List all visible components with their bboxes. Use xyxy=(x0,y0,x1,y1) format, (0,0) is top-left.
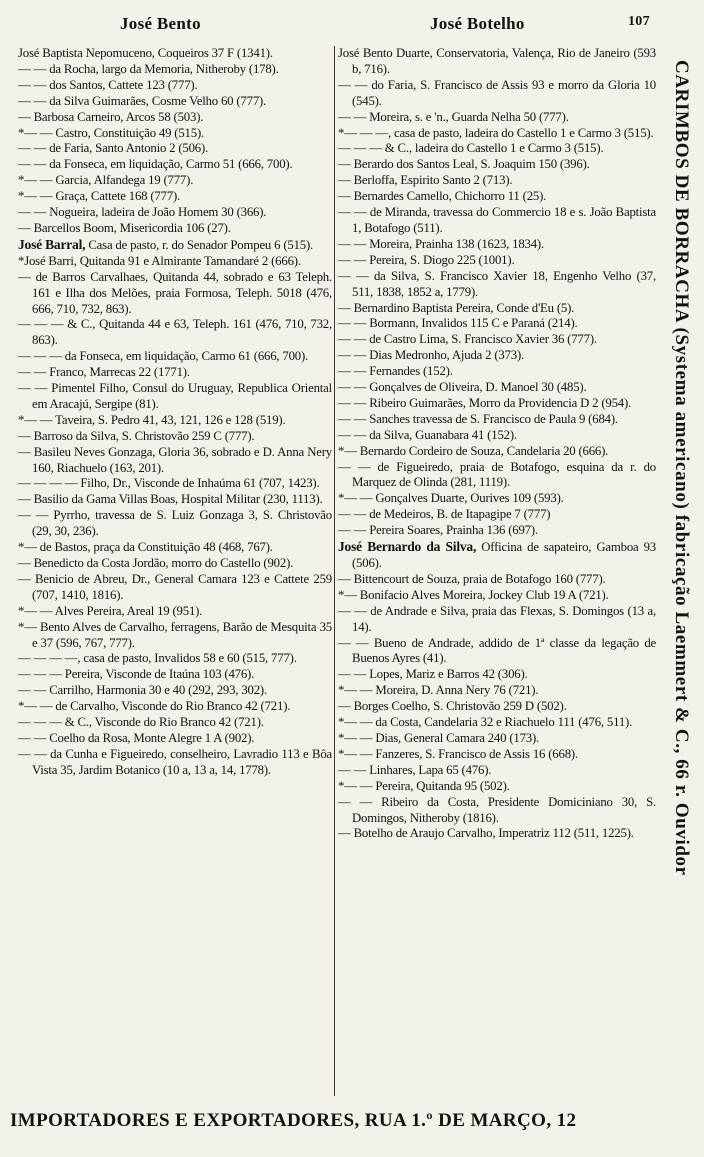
directory-entry xyxy=(18,540,332,556)
entry-text: — — Carrilho, Harmonia 30 e 40 (292, 293, 302). xyxy=(18,683,267,698)
directory-entry xyxy=(338,747,656,763)
entry-text: — Benedicto da Costa Jordão, morro do Castello (902). xyxy=(18,556,294,570)
entry-text: — Borges Coelho, S. Christovão 259 D (502). xyxy=(338,699,567,714)
directory-entry xyxy=(18,429,332,445)
entry-text: — — Pimentel Filho, Consul do Uruguay, Republica Oriental em Aracajú, Sergipe (81). xyxy=(18,381,332,411)
entry-text: — — Nogueira, ladeira de João Homem 30 (366). xyxy=(18,205,267,220)
directory-entry xyxy=(338,380,656,396)
entry-text: *— — de Carvalho, Visconde do Rio Branco 42 (721). xyxy=(18,699,291,714)
entry-text: — Bittencourt de Souza, praia de Botafogo 160 (777). xyxy=(338,571,606,586)
entry-text: — — — — Filho, Dr., Visconde de Inhaúma 61 (707, 1423). xyxy=(18,476,320,491)
directory-entry xyxy=(338,126,656,142)
entry-text: *— — Taveira, S. Pedro 41, 43, 121, 126 e 128 (519). xyxy=(18,412,286,427)
directory-entry xyxy=(338,507,656,523)
entry-text: — — — & C., ladeira do Castello 1 e Carmo 3 (515). xyxy=(338,141,604,156)
running-head-left: José Bento xyxy=(120,14,201,33)
entry-text: — — Linhares, Lapa 65 (476). xyxy=(338,762,492,777)
entry-text: — — Pyrrho, travessa de S. Luiz Gonzaga 3, S. Christovão (29, 30, 236). xyxy=(18,508,332,539)
directory-entry xyxy=(18,667,332,683)
entry-text: — Barcellos Boom, Misericordia 106 (27). xyxy=(18,220,231,235)
entry-text: — — Dias Medronho, Ajuda 2 (373). xyxy=(338,348,525,363)
entry-text: *— — Moreira, D. Anna Nery 76 (721). xyxy=(338,683,539,698)
entry-text: *— Bento Alves de Carvalho, ferragens, Barão de Mesquita 35 e 37 (596, 767, 777). xyxy=(18,619,332,650)
entry-text: — — de Castro Lima, S. Francisco Xavier 36 (777). xyxy=(338,332,597,347)
directory-entry xyxy=(338,699,656,715)
directory-entry xyxy=(338,316,656,332)
directory-entry xyxy=(338,332,656,348)
entry-text: — — Fernandes (152). xyxy=(338,364,453,379)
directory-entry xyxy=(18,62,332,78)
directory-entry xyxy=(18,715,332,731)
entry-name-bold: José Bernardo da Silva, xyxy=(338,539,477,555)
directory-entry xyxy=(18,270,332,318)
directory-entry xyxy=(338,412,656,428)
directory-entry xyxy=(18,445,332,477)
entry-text: — — Lopes, Mariz e Barros 42 (306). xyxy=(338,667,528,682)
entry-text: — Bernardino Baptista Pereira, Conde d'Eu (5). xyxy=(338,300,575,315)
footer-advertisement: IMPORTADORES E EXPORTADORES, RUA 1.º DE MARÇO, 12 xyxy=(10,1110,577,1131)
entry-text: *— — Fanzeres, S. Francisco de Assis 16 (668). xyxy=(338,746,578,761)
directory-entry xyxy=(18,141,332,157)
directory-entry xyxy=(18,205,332,221)
column-divider xyxy=(334,46,335,1096)
entry-text: *— — Pereira, Quitanda 95 (502). xyxy=(338,778,510,793)
directory-entry xyxy=(18,254,332,270)
entry-text: — — Gonçalves de Oliveira, D. Manoel 30 (485). xyxy=(338,380,587,395)
left-column xyxy=(18,46,332,1101)
entry-text: *— Bernardo Cordeiro de Souza, Candelaria 20 (666). xyxy=(338,443,609,458)
directory-entry xyxy=(338,444,656,460)
directory-entry xyxy=(18,317,332,349)
directory-entry xyxy=(18,94,332,110)
directory-entry xyxy=(338,396,656,412)
directory-entry xyxy=(18,604,332,620)
directory-entry xyxy=(338,205,656,237)
entry-text: *— — Dias, General Camara 240 (173). xyxy=(338,730,540,745)
directory-entry xyxy=(18,683,332,699)
entry-text: — — de Miranda, travessa do Commercio 18 e s. João Baptista 1, Botafogo (511). xyxy=(338,205,656,235)
entry-text: Officina de sapateiro, Gamboa 93 (506). xyxy=(352,540,656,570)
directory-entry xyxy=(338,237,656,253)
entry-text: José Bento Duarte, Conservatoria, Valença, Rio de Janeiro (593 b, 716). xyxy=(338,46,656,76)
entry-text: — Barroso da Silva, S. Christovão 259 C (777). xyxy=(18,428,255,443)
entry-text: — de Barros Carvalhaes, Quitanda 44, sobrado e 63 Teleph. 161 e Ilha dos Melões, praia Formosa, Teleph. 5018 (476, 666, 710, 732, 863). xyxy=(18,269,332,316)
directory-entry xyxy=(338,269,656,301)
directory-entry xyxy=(338,763,656,779)
entry-text: — — Ribeiro Guimarães, Morro da Providencia D 2 (954). xyxy=(338,395,632,410)
directory-entry xyxy=(18,620,332,652)
entry-text: — — de Figueiredo, praia de Botafogo, esquina da r. do Marquez de Olinda (281, 1119). xyxy=(338,459,656,490)
entry-text: — — Franco, Marrecas 22 (1771). xyxy=(18,365,190,380)
entry-text: *— — Castro, Constituição 49 (515). xyxy=(18,125,205,140)
directory-entry xyxy=(338,683,656,699)
entry-text: — — Ribeiro da Costa, Presidente Domiciniano 30, S. Domingos, Nitheroby (1816). xyxy=(338,794,656,825)
directory-entry xyxy=(338,348,656,364)
directory-entry xyxy=(338,715,656,731)
entry-text: — — Coelho da Rosa, Monte Alegre 1 A (902). xyxy=(18,730,255,745)
entry-text: — — — Pereira, Visconde de Itaúna 103 (476). xyxy=(18,667,255,682)
directory-entry xyxy=(338,731,656,747)
directory-entry xyxy=(18,349,332,365)
directory-entry xyxy=(338,428,656,444)
entry-text: — Bernardes Camello, Chichorro 11 (25). xyxy=(338,189,547,204)
entry-text: — — da Silva, S. Francisco Xavier 18, Engenho Velho (37, 511, 1838, 1852 a, 1779). xyxy=(338,268,656,299)
directory-entry xyxy=(338,539,656,572)
entry-text: — Basileu Neves Gonzaga, Gloria 36, sobrado e D. Anna Nery 160, Riachuelo (163, 201). xyxy=(18,444,332,475)
entry-text: José Baptista Nepomuceno, Coqueiros 37 F (1341). xyxy=(18,46,273,60)
right-column xyxy=(338,46,656,1101)
entry-text: — Berardo dos Santos Leal, S. Joaquim 150 (396). xyxy=(338,157,590,172)
directory-entry xyxy=(18,157,332,173)
entry-text: — — — da Fonseca, em liquidação, Carmo 61 (666, 700). xyxy=(18,349,309,364)
directory-entry xyxy=(338,779,656,795)
directory-entry xyxy=(338,157,656,173)
directory-entry xyxy=(18,508,332,540)
entry-text: — — Bueno de Andrade, addido de 1ª classe da legação de Buenos Ayres (41). xyxy=(338,635,656,666)
side-advertisement xyxy=(656,60,702,1100)
entry-text: — — da Silva, Guanabara 41 (152). xyxy=(338,427,517,442)
directory-entry xyxy=(338,636,656,668)
directory-entry xyxy=(338,189,656,205)
directory-entry xyxy=(338,301,656,317)
directory-entry xyxy=(18,237,332,254)
entry-text: — — da Cunha e Figueiredo, conselheiro, Lavradio 113 e Bôa Vista 35, Jardim Botanico (10 a, 13 a, 14, 1778). xyxy=(18,746,332,777)
entry-text: — — — —, casa de pasto, Invalidos 58 e 60 (515, 777). xyxy=(18,651,297,666)
directory-entry xyxy=(18,731,332,747)
directory-entry xyxy=(338,78,656,110)
directory-entry xyxy=(18,556,332,572)
entry-text: — — Moreira, Prainha 138 (1623, 1834). xyxy=(338,236,544,251)
directory-entry xyxy=(338,795,656,827)
entry-text: — — da Silva Guimarães, Cosme Velho 60 (777). xyxy=(18,93,267,108)
entry-text: — Benicio de Abreu, Dr., General Camara 123 e Cattete 259 (707, 1410, 1816). xyxy=(18,571,332,602)
entry-text: — — Sanches travessa de S. Francisco de Paula 9 (684). xyxy=(338,411,618,426)
entry-text: — — de Faria, Santo Antonio 2 (506). xyxy=(18,141,209,156)
directory-entry xyxy=(338,604,656,636)
directory-entry xyxy=(18,699,332,715)
entry-text: — Barbosa Carneiro, Arcos 58 (503). xyxy=(18,109,204,124)
directory-entry xyxy=(338,491,656,507)
running-head-right: José Botelho xyxy=(430,14,525,33)
entry-text: *— — —, casa de pasto, ladeira do Castello 1 e Carmo 3 (515). xyxy=(338,125,654,140)
entry-text: — — Bormann, Invalidos 115 C e Paraná (214). xyxy=(338,316,578,331)
entry-text: — — do Faria, S. Francisco de Assis 93 e morro da Gloria 10 (545). xyxy=(338,77,656,108)
entry-text: — Botelho de Araujo Carvalho, Imperatriz 112 (511, 1225). xyxy=(338,826,634,841)
page-number: 107 xyxy=(628,14,650,29)
entry-text: — — — & C., Quitanda 44 e 63, Teleph. 161 (476, 710, 732, 863). xyxy=(18,317,332,348)
entry-text: *José Barri, Quitanda 91 e Almirante Tamandaré 2 (666). xyxy=(18,253,301,268)
entry-text: — — dos Santos, Cattete 123 (777). xyxy=(18,77,198,92)
directory-entry xyxy=(18,413,332,429)
directory-entry xyxy=(18,110,332,126)
directory-entry xyxy=(18,476,332,492)
entry-text: *— de Bastos, praça da Constituição 48 (468, 767). xyxy=(18,540,273,555)
entry-text: *— — da Costa, Candelaria 32 e Riachuelo 111 (476, 511). xyxy=(338,715,633,730)
directory-entry xyxy=(18,572,332,604)
directory-entry xyxy=(18,173,332,189)
directory-entry xyxy=(338,572,656,588)
directory-entry xyxy=(338,826,656,842)
directory-entry xyxy=(338,667,656,683)
directory-entry xyxy=(18,365,332,381)
page-header xyxy=(0,14,704,42)
entry-text: — — da Rocha, largo da Memoria, Nitheroby (178). xyxy=(18,61,279,76)
entry-text: *— Bonifacio Alves Moreira, Jockey Club 19 A (721). xyxy=(338,587,609,602)
directory-entry xyxy=(18,492,332,508)
directory-entry xyxy=(338,173,656,189)
directory-entry xyxy=(338,110,656,126)
entry-text: *— — Graça, Cattete 168 (777). xyxy=(18,189,181,204)
entry-text: — Berloffa, Espirito Santo 2 (713). xyxy=(338,173,513,188)
directory-entry xyxy=(338,588,656,604)
entry-text: — — Pereira Soares, Prainha 136 (697). xyxy=(338,523,538,538)
entry-text: *— — Garcia, Alfandega 19 (777). xyxy=(18,173,194,188)
directory-entry xyxy=(18,189,332,205)
directory-entry xyxy=(18,747,332,779)
entry-text: — — — & C., Visconde do Rio Branco 42 (721). xyxy=(18,715,264,730)
entry-name-bold: José Barral, xyxy=(18,236,86,252)
directory-entry xyxy=(338,460,656,492)
directory-entry xyxy=(338,523,656,539)
entry-text: *— — Gonçalves Duarte, Ourives 109 (593). xyxy=(338,491,564,506)
entry-text: — — da Fonseca, em liquidação, Carmo 51 (666, 700). xyxy=(18,157,293,172)
directory-entry xyxy=(338,364,656,380)
directory-entry xyxy=(18,221,332,237)
entry-text: — — de Medeiros, B. de Itapagipe 7 (777) xyxy=(338,507,551,522)
side-advertisement-text: CARIMBOS DE BORRACHA (Systema americano) fabricação Laemmert & C., 66 r. Ouvidor xyxy=(671,60,692,876)
entry-text: *— — Alves Pereira, Areal 19 (951). xyxy=(18,603,203,618)
directory-entry xyxy=(18,651,332,667)
entry-text: — — Pereira, S. Diogo 225 (1001). xyxy=(338,252,515,267)
entry-text: — — Moreira, s. e 'n., Guarda Nelha 50 (777). xyxy=(338,109,569,124)
directory-entry xyxy=(338,141,656,157)
directory-entry xyxy=(18,78,332,94)
entry-text: — Basilio da Gama Villas Boas, Hospital Militar (230, 1113). xyxy=(18,492,323,507)
directory-entry xyxy=(338,46,656,78)
directory-entry xyxy=(338,253,656,269)
directory-entry xyxy=(18,126,332,142)
directory-entry xyxy=(18,381,332,413)
entry-text: — — de Andrade e Silva, praia das Flexas, S. Domingos (13 a, 14). xyxy=(338,603,656,634)
entry-text: Casa de pasto, r. do Senador Pompeu 6 (515). xyxy=(85,237,314,252)
directory-entry xyxy=(18,46,332,62)
